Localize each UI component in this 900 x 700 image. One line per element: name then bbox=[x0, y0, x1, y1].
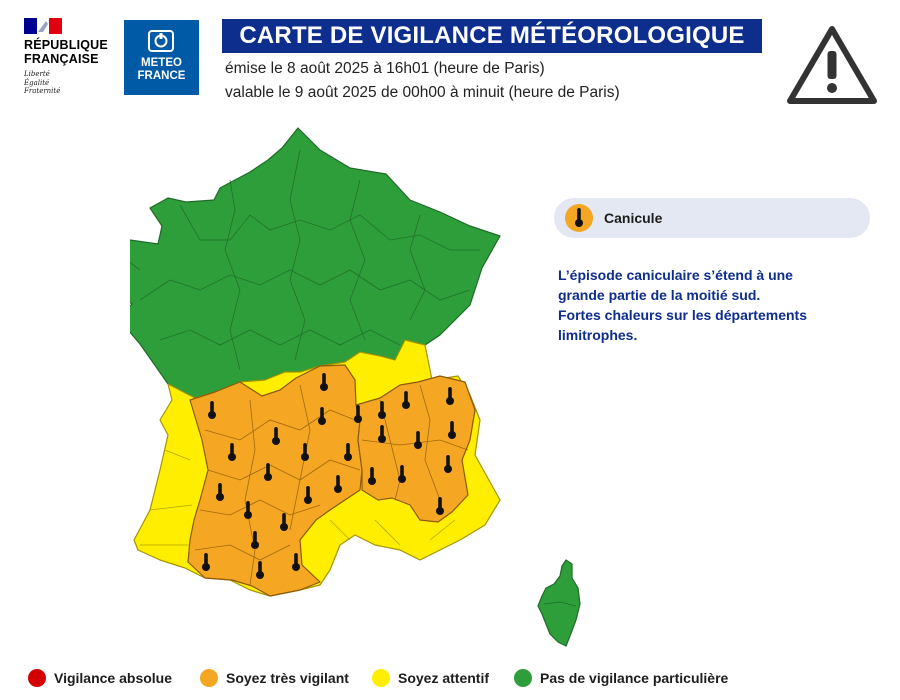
description-line: Fortes chaleurs sur les départements bbox=[558, 307, 807, 323]
thermometer-icon bbox=[565, 204, 593, 232]
meteo-france-emblem-icon bbox=[148, 30, 174, 52]
legend-dot bbox=[372, 669, 390, 687]
issued-date: émise le 8 août 2025 à 16h01 (heure de Paris) bbox=[225, 60, 545, 77]
map-region-orange-southwest[interactable] bbox=[188, 365, 362, 596]
legend-label: Pas de vigilance particulière bbox=[540, 670, 729, 686]
valid-period: valable le 9 août 2025 de 00h00 à minuit (heure de Paris) bbox=[225, 84, 620, 101]
title-banner bbox=[222, 19, 762, 53]
description-line: grande partie de la moitié sud. bbox=[558, 287, 761, 303]
description-line: L’épisode caniculaire s’étend à une bbox=[558, 267, 793, 283]
phenomenon-canicule[interactable] bbox=[554, 198, 870, 238]
republique-francaise-logo bbox=[24, 18, 120, 98]
legend-label: Soyez très vigilant bbox=[226, 670, 349, 686]
phenomenon-description bbox=[558, 265, 878, 345]
republic-motto: Liberté Égalité Fraternité bbox=[24, 70, 61, 95]
france-vigilance-map[interactable] bbox=[130, 126, 510, 606]
description-line: limitrophes. bbox=[558, 327, 638, 343]
marianne-flag-icon bbox=[24, 18, 62, 34]
legend-dot bbox=[200, 669, 218, 687]
page-title: CARTE DE VIGILANCE MÉTÉOROLOGIQUE bbox=[239, 22, 745, 49]
meteo-france-text: METEO FRANCE bbox=[137, 57, 186, 82]
warning-triangle-icon bbox=[786, 24, 878, 106]
legend-label: Soyez attentif bbox=[398, 670, 490, 686]
corsica-map[interactable] bbox=[536, 558, 582, 648]
meteo-france-logo bbox=[124, 20, 199, 95]
republic-name: RÉPUBLIQUE FRANÇAISE bbox=[24, 38, 108, 66]
map-region-green[interactable] bbox=[130, 128, 500, 398]
phenomenon-label: Canicule bbox=[604, 210, 663, 226]
legend-label: Vigilance absolue bbox=[54, 670, 173, 686]
legend-dot bbox=[514, 669, 532, 687]
legend-dot bbox=[28, 669, 46, 687]
